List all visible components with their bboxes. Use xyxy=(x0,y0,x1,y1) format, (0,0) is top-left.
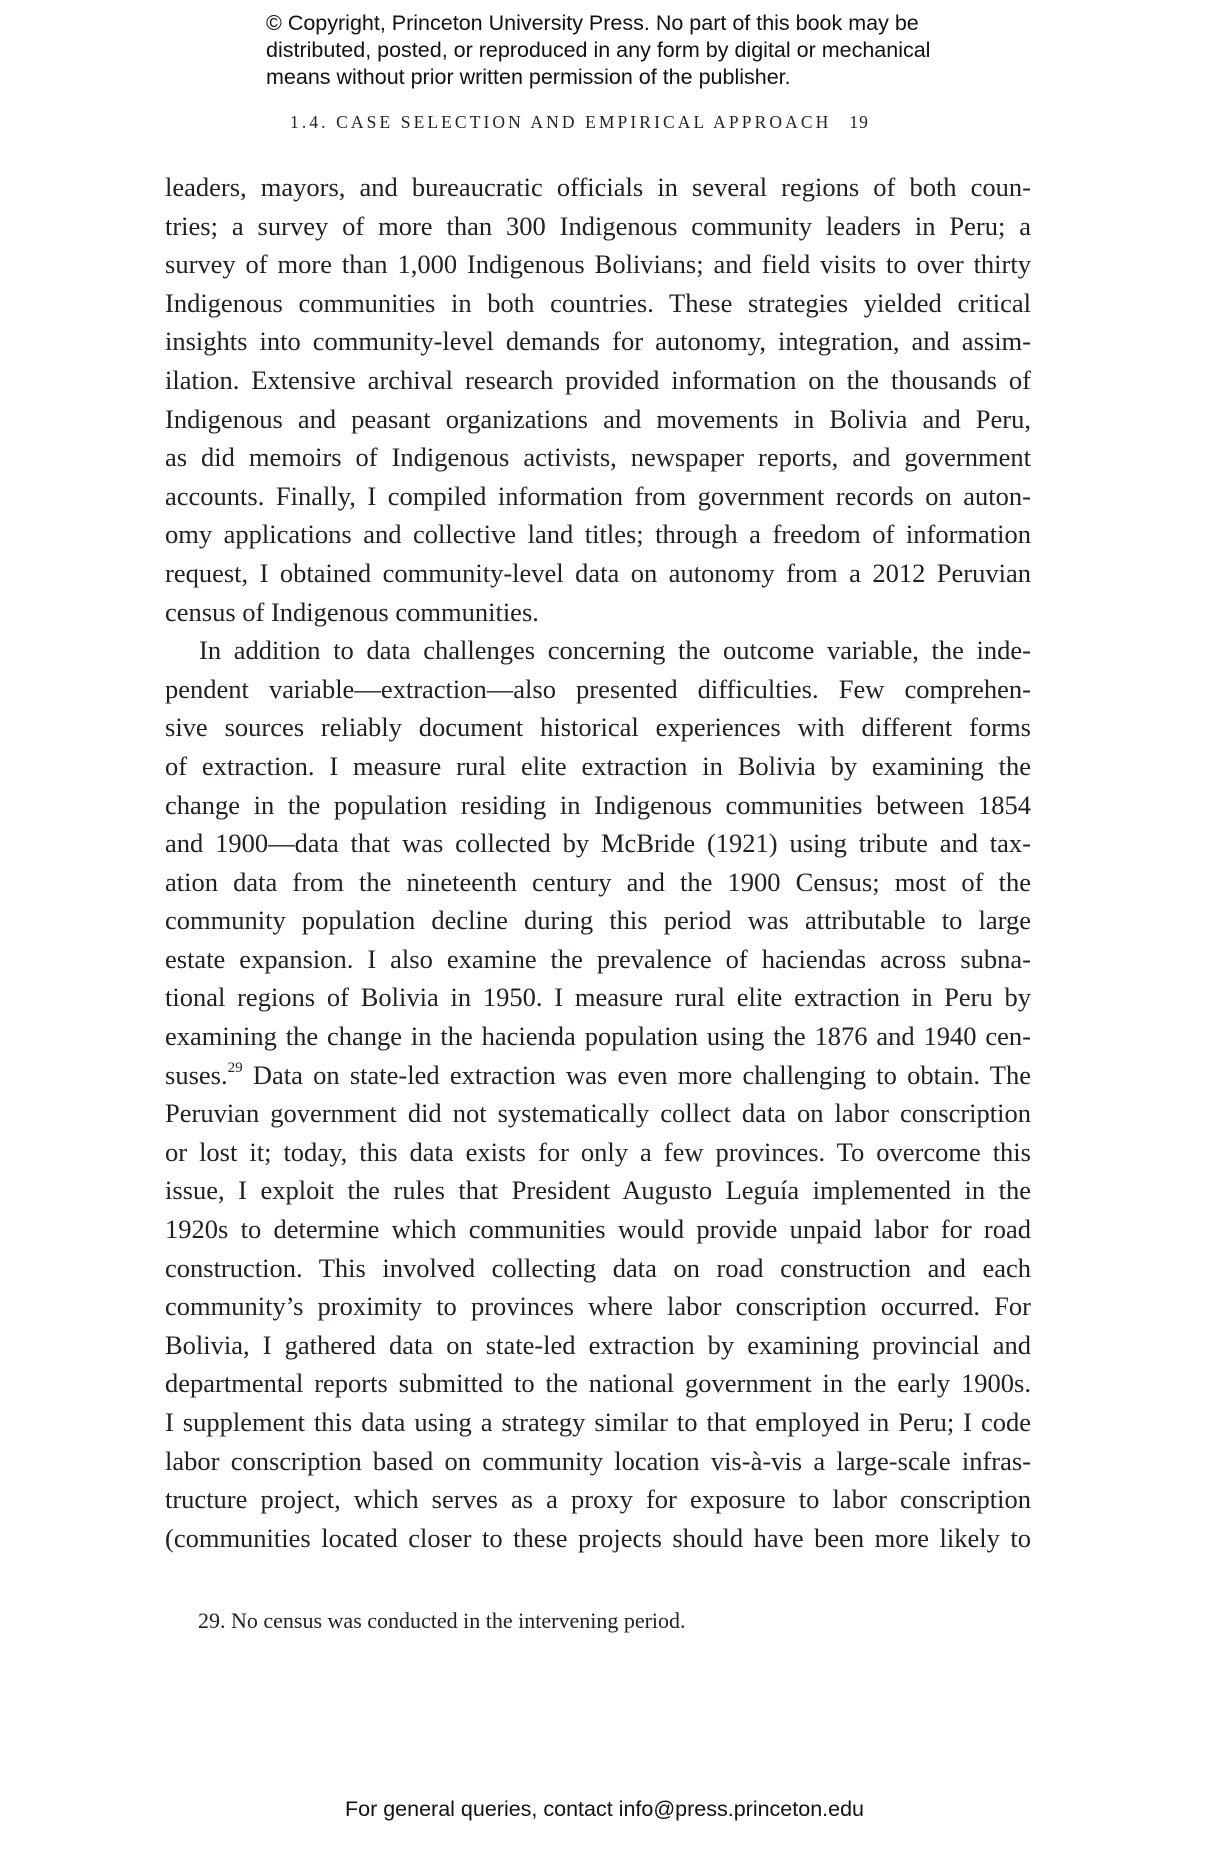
copyright-line: distributed, posted, or reproduced in any form by digital or mechanical xyxy=(266,38,931,62)
text-line: construction. This involved collecting data on road construction and each xyxy=(165,1252,1031,1283)
text-line: departmental reports submitted to the national government in the early 1900s. xyxy=(165,1368,1031,1399)
text-line: insights into community-level demands for autonomy, integration, and assim- xyxy=(165,326,1031,357)
text-segment: Data on state-led extraction was even more challenging to obtain. The xyxy=(242,1059,1031,1090)
text-line: of extraction. I measure rural elite extraction in Bolivia by examining the xyxy=(165,750,1031,781)
paragraph-1 xyxy=(165,168,1031,631)
text-line: examining the change in the hacienda population using the 1876 and 1940 cen- xyxy=(165,1021,1031,1052)
text-line: survey of more than 1,000 Indigenous Bolivians; and field visits to over thirty xyxy=(165,249,1031,280)
text-line: census of Indigenous communities. xyxy=(165,596,539,627)
text-line: ation data from the nineteenth century and the 1900 Census; most of the xyxy=(165,866,1031,897)
body-text xyxy=(165,168,1031,1557)
text-line: sive sources reliably document historical experiences with different forms xyxy=(165,712,1031,743)
text-line: (communities located closer to these projects should have been more likely to xyxy=(165,1522,1031,1553)
text-line: estate expansion. I also examine the prevalence of haciendas across subna- xyxy=(165,943,1031,974)
copyright-line: means without prior written permission of the publisher. xyxy=(266,65,791,89)
copyright-line: © Copyright, Princeton University Press. No part of this book may be xyxy=(266,11,919,35)
text-line: as did memoirs of Indigenous activists, newspaper reports, and government xyxy=(165,442,1031,473)
text-line: ilation. Extensive archival research provided information on the thousands of xyxy=(165,364,1031,395)
paragraph-2 xyxy=(165,631,1031,1557)
text-line: Indigenous and peasant organizations and movements in Bolivia and Peru, xyxy=(165,403,1031,434)
text-line: In addition to data challenges concerning the outcome variable, the inde- xyxy=(199,635,1031,666)
text-line: Bolivia, I gathered data on state-led extraction by examining provincial and xyxy=(165,1329,1031,1360)
text-line: community population decline during this period was attributable to large xyxy=(165,905,1031,936)
text-line: pendent variable—extraction—also presented difficulties. Few comprehen- xyxy=(165,673,1031,704)
page-number: 19 xyxy=(849,112,869,132)
footnote-reference[interactable]: 29 xyxy=(227,1059,243,1076)
text-line: change in the population residing in Indigenous communities between 1854 xyxy=(165,789,1031,820)
text-line: Peruvian government did not systematically collect data on labor conscription xyxy=(165,1098,1031,1129)
text-line: leaders, mayors, and bureaucratic officials in several regions of both coun- xyxy=(165,172,1031,202)
contact-footer: For general queries, contact info@press.princeton.edu xyxy=(345,1797,865,1821)
footnote: 29. No census was conducted in the intervening period. xyxy=(198,1608,686,1633)
text-line-with-note xyxy=(165,1056,1031,1095)
running-head xyxy=(290,112,930,133)
text-line: or lost it; today, this data exists for only a few provinces. To overcome this xyxy=(165,1136,1031,1167)
section-title: 1.4. CASE SELECTION AND EMPIRICAL APPROACH xyxy=(290,112,832,132)
text-segment: suses. xyxy=(165,1059,228,1090)
text-line: 1920s to determine which communities would provide unpaid labor for road xyxy=(165,1214,1031,1245)
text-line: labor conscription based on community location vis-à-vis a large-scale infras- xyxy=(165,1445,1031,1476)
text-line: tries; a survey of more than 300 Indigenous community leaders in Peru; a xyxy=(165,210,1031,241)
text-line: I supplement this data using a strategy similar to that employed in Peru; I code xyxy=(165,1407,1031,1437)
text-line: request, I obtained community-level data on autonomy from a 2012 Peruvian xyxy=(165,557,1031,588)
text-line: tional regions of Bolivia in 1950. I measure rural elite extraction in Peru by xyxy=(165,982,1031,1013)
text-line: issue, I exploit the rules that President Augusto Leguía implemented in the xyxy=(165,1175,1031,1206)
text-line: omy applications and collective land titles; through a freedom of information xyxy=(165,519,1031,550)
text-line: accounts. Finally, I compiled information from government records on auton- xyxy=(165,480,1031,511)
text-line: community’s proximity to provinces where labor conscription occurred. For xyxy=(165,1291,1031,1322)
text-line: and 1900—data that was collected by McBride (1921) using tribute and tax- xyxy=(165,828,1031,859)
copyright-notice xyxy=(266,10,1026,91)
text-line: Indigenous communities in both countries. These strategies yielded critical xyxy=(165,287,1031,318)
text-line: tructure project, which serves as a proxy for exposure to labor conscription xyxy=(165,1484,1031,1515)
